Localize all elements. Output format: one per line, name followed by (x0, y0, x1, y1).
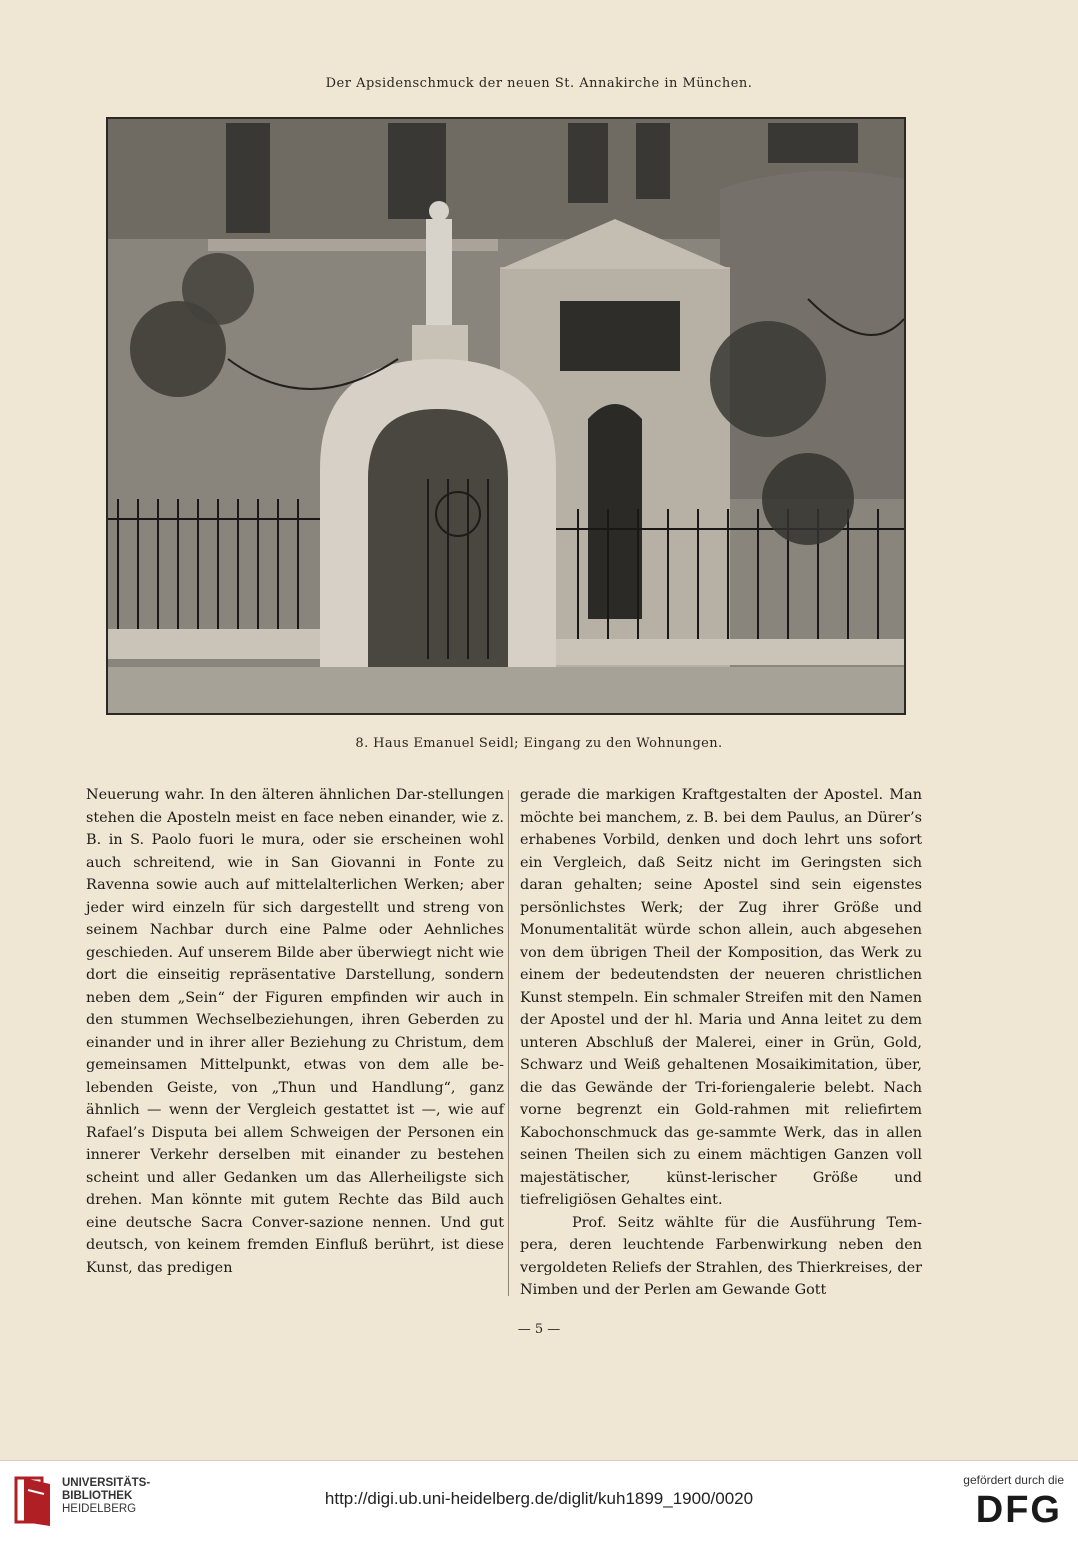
photo-illustration (108, 119, 904, 713)
paragraph: Neuerung wahr. In den älteren ähnlichen Dar-stellungen stehen die Aposteln meist en face neben einander, wie z. B. in S. Paolo fuori le mura, oder sie erscheinen wohl auch schreitend, wie in San Giovanni in Fonte zu Ravenna sowie auch auf mittelalterlichen Werken; aber jeder wird einzeln für sich dargestellt und streng von seinem Nachbar durch eine Palme oder Aehnliches geschieden. Auf unserem Bilde aber überwiegt nicht wie dort die einseitig repräsentative Darstellung, sondern neben dem „Sein“ der Figuren empfinden wir auch in den stummen Wechselbeziehungen, ihren Geberden zu einander und in ihrer aller Beziehung zu Christum, dem gemeinsamen Mittelpunkt, etwas von dem alle be-lebenden Geiste, von „Thun und Handlung“, ganz ähnlich — wenn der Vergleich gestattet ist —, wie auf Rafael’s Disputa bei allem Schweigen der Personen ein innerer Verkehr derselben mit einander zu bestehen scheint und aller Gedanken um das Allerheiligste sich drehen. Man könnte mit gutem Rechte das Bild auch eine deutsche Sacra Conver-sazione nennen. Und gut deutsch, von keinem fremden Einfluß berührt, ist diese Kunst, das predigen (86, 787, 504, 1276)
library-line: HEIDELBERG (62, 1503, 137, 1515)
text-column-right (520, 784, 922, 1302)
dfg-logo: DFG (975, 1489, 1062, 1531)
permalink[interactable]: http://digi.ub.uni-heidelberg.de/diglit/kuh1899_1900/0020 (324, 1489, 754, 1508)
column-divider (508, 790, 509, 1296)
page-number: — 5 — (517, 1322, 561, 1337)
photograph-house-entrance (106, 117, 906, 715)
library-line: UNIVERSITÄTS- (62, 1477, 151, 1489)
paragraph: gerade die markigen Kraftgestalten der Apostel. Man möchte bei manchem, z. B. bei dem Paulus, an Dürer’s erhabenes Vorbild, denken und doch lehrt uns sofort ein Vergleich, daß Seitz nicht im Geringsten sich daran gehalten; seine Apostel sind sein eigenstes persönlichstes Werk; der Zug ihrer Größe und Monumentalität würde schon allein, auch abgesehen von dem übrigen Theil der Komposition, das Werk zu einem der bedeutendsten der neueren christlichen Kunst stempeln. Ein schmaler Streifen mit den Namen der Apostel und der hl. Maria und Anna leitet zu dem unteren Abschluß der Malerei, einer in Grün, Gold, Schwarz und Weiß gehaltenen Mosaikimitation, über, die das Gewände der Tri-foriengalerie belebt. Nach vorne begrenzt ein Gold-rahmen mit reliefirtem Kabochonschmuck das ge-sammte Werk, das in allen seinen Theilen sich zu einem mächtigen Ganzen voll majestätischer, künst-lerischer Größe und tiefreligiösen Gehaltes eint. (520, 787, 922, 1208)
figure-caption: 8. Haus Emanuel Seidl; Eingang zu den Wohnungen. (355, 736, 723, 751)
paragraph: Prof. Seitz wählte für die Ausführung Tem-pera, deren leuchtende Farbenwirkung neben den vergoldeten Reliefs der Strahlen, des Thierkreises, der Nimben und der Perlen am Gewande Gott (520, 1214, 922, 1298)
text-column-left (86, 784, 504, 1279)
digitization-footer (0, 1460, 1078, 1541)
library-line: BIBLIOTHEK (62, 1490, 133, 1502)
running-head: Der Apsidenschmuck der neuen St. Annakirche in München. (325, 76, 753, 91)
funder-label: gefördert durch die (963, 1473, 1064, 1487)
